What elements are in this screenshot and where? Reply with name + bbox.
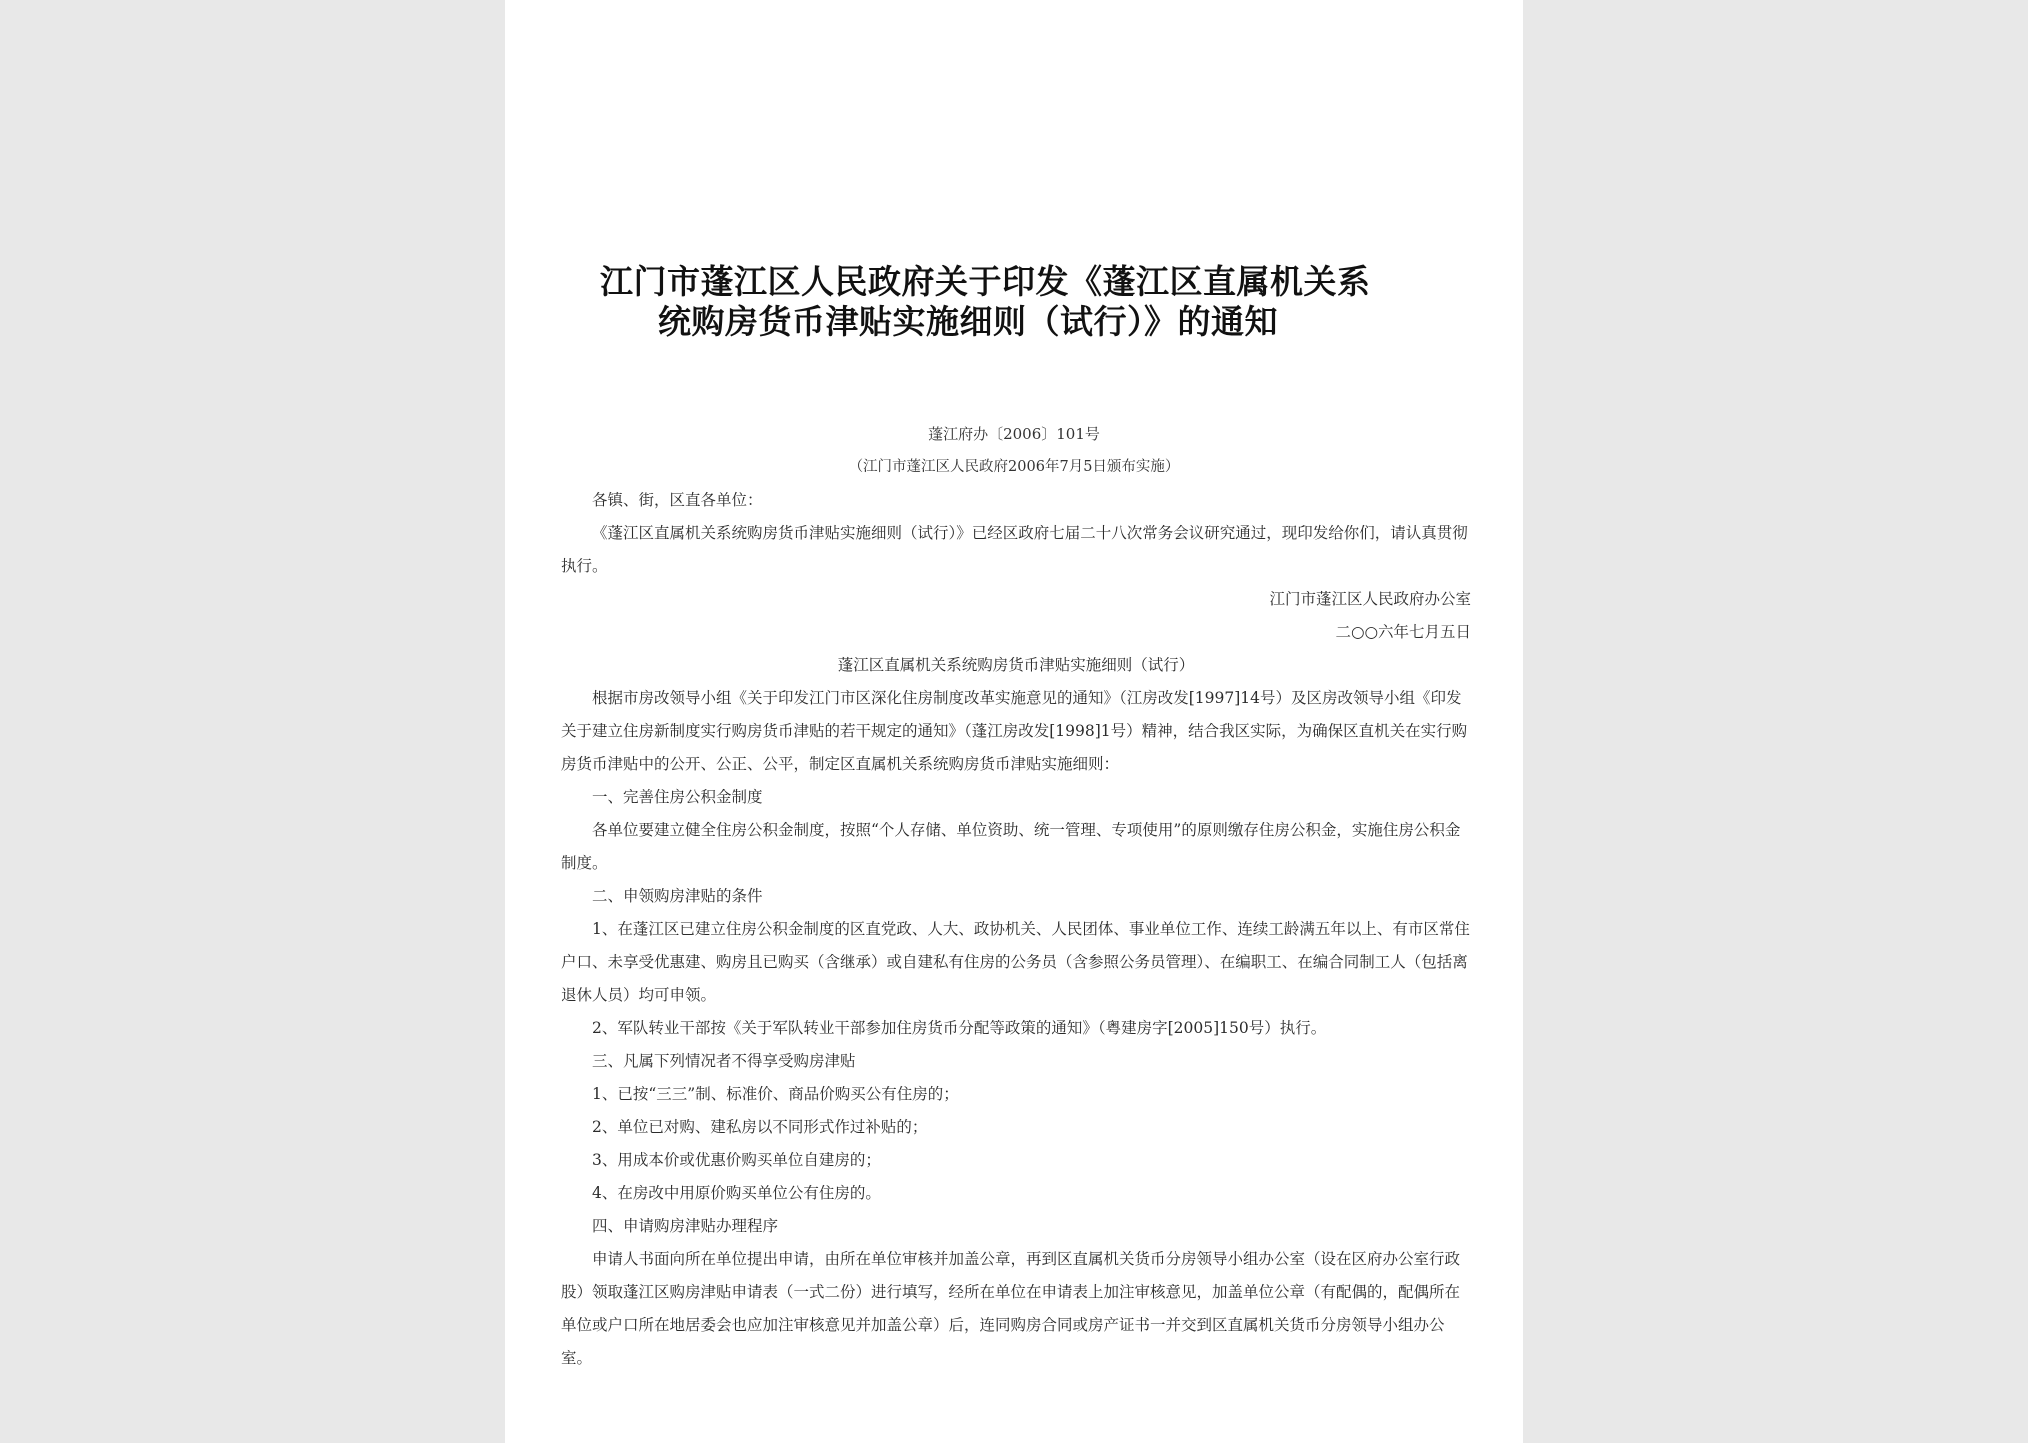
section-2-heading: 二、申领购房津贴的条件 <box>592 887 763 905</box>
document-page <box>505 0 1523 1443</box>
section-4-text: 申请人书面向所在单位提出申请，由所在单位审核并加盖公章，再到区直属机关货币分房领导小组办公室（设在区府办公室行政股）领取蓬江区购房津贴申请表（一式二份）进行填写，经所在单位在申请表上加注审核意见，加盖单位公章（有配偶的，配偶所在单位或户口所在地居委会也应加注审核意见并加盖公章）后，连同购房合同或房产证书一并交到区直属机关货币分房领导小组办公室。 <box>561 1250 1461 1367</box>
salutation: 各镇、街，区直各单位： <box>592 491 763 509</box>
section-1-heading: 一、完善住房公积金制度 <box>592 788 763 806</box>
sub-title: 蓬江区直属机关系统购房货币津贴实施细则（试行） <box>837 656 1195 674</box>
section-3-item-3: 3、用成本价或优惠价购买单位自建房的； <box>592 1151 881 1169</box>
section-3-item-4: 4、在房改中用原价购买单位公有住房的。 <box>592 1184 881 1202</box>
intro-paragraph: 《蓬江区直属机关系统购房货币津贴实施细则（试行）》已经区政府七届二十八次常务会议研究通过，现印发给你们，请认真贯彻执行。 <box>561 524 1468 575</box>
title-line-2: 统购房货币津贴实施细则（试行）》的通知 <box>658 302 1278 341</box>
issuer: 江门市蓬江区人民政府办公室 <box>1269 590 1471 608</box>
section-2-item-1: 1、在蓬江区已建立住房公积金制度的区直党政、人大、政协机关、人民团体、事业单位工作、连续工龄满五年以上、有市区常住户口、未享受优惠建、购房且已购买（含继承）或自建私有住房的公务员（含参照公务员管理）、在编职工、在编合同制工人（包括离退休人员）均可申领。 <box>561 920 1470 1004</box>
issuance-note: （江门市蓬江区人民政府2006年7月5日颁布实施） <box>848 459 1180 475</box>
section-1-text: 各单位要建立健全住房公积金制度，按照“个人存储、单位资助、统一管理、专项使用”的原则缴存住房公积金，实施住房公积金制度。 <box>561 821 1461 872</box>
section-3-item-1: 1、已按“三三”制、标准价、商品价购买公有住房的； <box>592 1085 959 1103</box>
issue-date: 二○○六年七月五日 <box>1335 623 1471 641</box>
document-body <box>561 484 1471 1375</box>
title-line-1: 江门市蓬江区人民政府关于印发《蓬江区直属机关系 <box>600 262 1371 301</box>
section-3-item-2: 2、单位已对购、建私房以不同形式作过补贴的； <box>592 1118 928 1136</box>
section-4-heading: 四、申请购房津贴办理程序 <box>592 1217 779 1235</box>
document-number: 蓬江府办〔2006〕101号 <box>928 425 1100 443</box>
basis-paragraph: 根据市房改领导小组《关于印发江门市区深化住房制度改革实施意见的通知》（江房改发[1997]14号）及区房改领导小组《印发关于建立住房新制度实行购房货币津贴的若干规定的通知》（蓬江房改发[1998]1号）精神，结合我区实际，为确保区直机关在实行购房货币津贴中的公开、公正、公平，制定区直属机关系统购房货币津贴实施细则： <box>561 689 1468 773</box>
section-2-item-2: 2、军队转业干部按《关于军队转业干部参加住房货币分配等政策的通知》（粤建房字[2005]150号）执行。 <box>592 1019 1327 1037</box>
section-3-heading: 三、凡属下列情况者不得享受购房津贴 <box>592 1052 856 1070</box>
document-title <box>600 262 1430 342</box>
